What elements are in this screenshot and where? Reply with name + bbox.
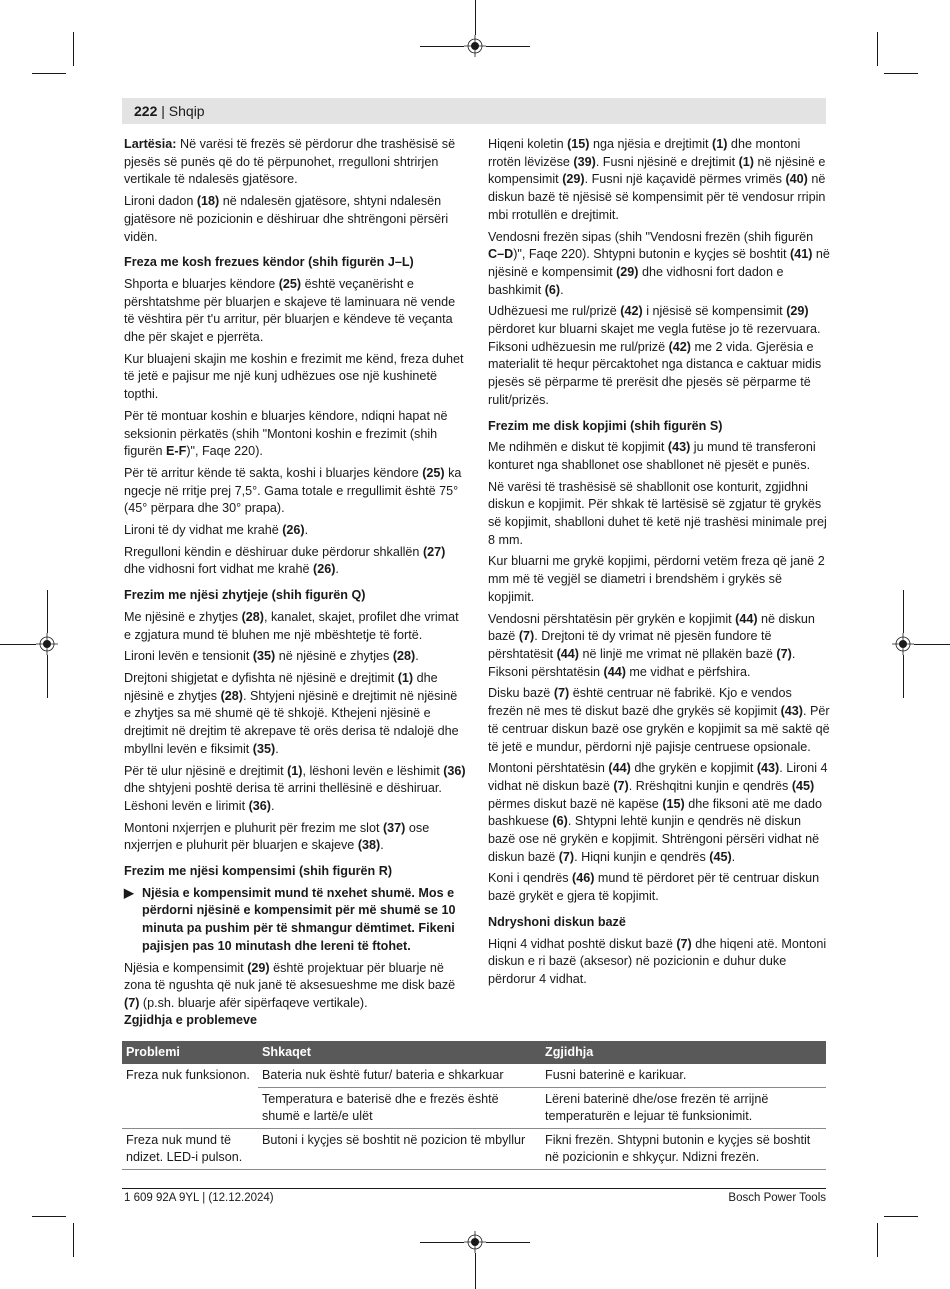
text: me 2 vida. Gjerësia e materialit të hequr përcaktohet nga distanca e caktuar midis pjesës së përparme të prerësit dhe pjesës së përparme të rulit/prizës. <box>488 339 822 407</box>
text: dhe montoni rrotën lëvizëse <box>488 137 801 169</box>
text: . Shtypni lehtë kunjin e qendrës në diskun bazë ose në grykën e kopjimit. Shtrëngoni përsëri vidhat në diskun bazë <box>488 814 820 864</box>
ref-number: (44) <box>608 761 631 776</box>
text: është projektuar për bluarje në zona të ngushta që nuk janë të aksesueshme me disk bazë <box>124 960 456 993</box>
text: Rregulloni këndin e dëshiruar duke përdorur shkallën <box>124 544 423 559</box>
page-header <box>122 98 826 124</box>
ref-number: (7) <box>676 936 692 951</box>
text: dhe grykën e kopjimit <box>630 761 757 776</box>
ref-number: (46) <box>572 871 595 886</box>
text: është veçanërisht e përshtatshme për bluarjen e skajeve të laminuara në vende të vështira për t'u arritur, për bluarjen e këndeve të veçanta dhe për skajet e pjerrëta. <box>124 276 456 345</box>
ref-number: (45) <box>791 778 815 793</box>
solution-cell: Lëreni baterinë dhe/ose frezën të arrijnë temperaturën e lejuar të funksionimit. <box>541 1088 826 1129</box>
paragraph: Në varësi të trashësisë së shabllonit ose konturit, zgjidhni diskun e kopjimit. Për shkak të lartësisë së zgjatur të grykës së kopjimit, shablloni duhet të ketë një trashësi minimale prej 8 mm. <box>488 479 827 547</box>
text: . Lironi 4 vidhat në diskun bazë <box>488 761 828 793</box>
text: . <box>731 849 736 864</box>
ref-number: (26) <box>282 523 305 538</box>
crop-mark <box>73 32 74 66</box>
ref-number: (43) <box>756 761 780 776</box>
text: . Rrëshqitni kunjin e qendrës <box>628 778 792 793</box>
ref-number: (15) <box>662 796 685 811</box>
text: . <box>271 798 275 813</box>
section-heading: Frezim me njësi zhytjeje (shih figurën Q) <box>124 588 366 603</box>
paragraph: Kur bluarni me grykë kopjimi, përdorni vetëm freza që janë 2 mm më të vegjël se diametri i brendshëm i grykës së kopjimit. <box>488 554 825 604</box>
text: Me njësinë e zhytjes <box>124 609 242 624</box>
text: Në varësi të frezës së përdorur dhe trashësisë së pjesës së punës që do të përpunohet, rregulloni shtrirjen vertikale të ndalesës gjatësore. <box>124 137 456 187</box>
text: Lironi të dy vidhat me krahë <box>124 523 283 538</box>
paragraph <box>488 760 830 866</box>
registration-line <box>475 1253 476 1289</box>
paragraph <box>124 544 466 579</box>
ref-number: (6) <box>544 282 561 297</box>
text: . <box>335 562 339 577</box>
ref-number: (39) <box>573 154 596 169</box>
text: . Fiksoni përshtatësin <box>488 646 796 679</box>
paragraph <box>488 136 830 225</box>
ref-number: (29) <box>616 264 639 279</box>
ref-number: (42) <box>668 339 691 354</box>
text: Me ndihmën e diskut të kopjimit <box>488 440 668 455</box>
section-heading: Frezim me disk kopjimi (shih figurën S) <box>488 418 723 433</box>
ref-number: (1) <box>397 670 414 685</box>
ref-number: (36) <box>443 763 466 778</box>
crop-mark <box>877 1223 878 1257</box>
text: Montoni përshtatësin <box>488 761 609 776</box>
ref-number: (7) <box>776 646 792 661</box>
registration-line <box>903 655 904 698</box>
registration-line <box>903 590 904 633</box>
text: dhe hiqeni atë. Montoni diskun e ri bazë (aksesor) në pozicionin e duhur duke përdorur 4 vidhat. <box>488 936 827 986</box>
problem-cell: Freza nuk mund të ndizet. LED-i pulson. <box>122 1129 258 1170</box>
text: mund të përdoret për të centruar diskun bazë grykët e gjera të kopjimit. <box>488 871 820 904</box>
registration-line <box>486 46 530 47</box>
text: përmes diskut bazë në kapëse <box>488 796 663 811</box>
ref-number: (7) <box>518 629 535 644</box>
registration-mark-icon <box>464 1231 486 1253</box>
ref-number: (1) <box>712 137 728 151</box>
text: përdoret kur bluarni skajet me vegla futëse jo të rezervuara. Fiksoni udhëzuesin me rul/prizë <box>488 322 821 354</box>
ref-number: (42) <box>620 304 643 319</box>
text: në diskun bazë të njësisë së kompensimit për të vendosur rripin mbi rrotullën e drejtimit. <box>488 172 826 222</box>
table-title: Zgjidhja e problemeve <box>124 1013 257 1027</box>
text: Për të ulur njësinë e drejtimit <box>124 763 288 778</box>
ref-number: (36) <box>248 798 272 813</box>
text: Disku bazë <box>488 686 554 701</box>
crop-mark <box>884 1216 918 1217</box>
paragraph <box>488 870 830 905</box>
text: , lëshoni levën e lëshimit <box>302 763 444 778</box>
page-number-label <box>134 103 205 119</box>
ref-number: (41) <box>790 247 813 262</box>
ref-number: (29) <box>562 172 585 187</box>
ref-number: (35) <box>252 649 276 664</box>
text: dhe njësinë e zhytjes <box>124 670 438 703</box>
ref-number: (1) <box>287 763 303 778</box>
solution-cell: Fikni frezën. Shtypni butonin e kyçjes së boshtit në pozicionin e shkyçur. Ndizni frezën. <box>541 1129 826 1170</box>
text: në ndalesën gjatësore, shtyni ndalesën gjatësore në pozicionin e dëshiruar dhe shtrëngoni përsëri vidën. <box>124 194 449 244</box>
paragraph <box>124 763 466 816</box>
text: dhe shtyjeni poshtë derisa të arrini thellësinë e dëshiruar. Lëshoni levën e lirimit <box>124 781 442 813</box>
paragraph <box>488 936 830 989</box>
paragraph <box>124 465 466 518</box>
ref-number: (38) <box>357 838 381 853</box>
section-heading: Freza me kosh frezues këndor (shih figurën J–L) <box>124 255 414 270</box>
registration-line <box>475 0 476 35</box>
text: Hiqni 4 vidhat poshtë diskut bazë <box>488 936 677 951</box>
ref-number: (15) <box>567 137 590 151</box>
paragraph <box>488 611 830 682</box>
paragraph <box>488 303 830 409</box>
ref-number: (1) <box>738 154 755 169</box>
text: në diskun bazë <box>488 611 815 644</box>
paragraph: Kur bluajeni skajin me koshin e frezimit me kënd, freza duhet të jetë e pajisur me një kunj udhëzues ose një kushinetë topthi. <box>124 351 464 402</box>
text: dhe vidhosni fort vidhat me krahë <box>124 562 314 577</box>
registration-line <box>0 644 36 645</box>
text: dhe vidhosni fort dadon e bashkimit <box>488 264 784 297</box>
footer-doc-id: 1 609 92A 9YL | (12.12.2024) <box>124 1192 274 1204</box>
ref-number: (7) <box>124 995 140 1010</box>
ref-number: (18) <box>196 194 220 209</box>
ref-number: (28) <box>392 649 416 664</box>
text: )", Faqe 220). Shtypni butonin e kyçjes së boshtit <box>513 247 790 262</box>
ref-number: (27) <box>422 544 446 559</box>
ref-number: (44) <box>603 664 626 679</box>
registration-line <box>420 46 464 47</box>
text: )", Faqe 220). <box>186 444 263 459</box>
text: Për të montuar koshin e bluarjes këndore, ndiqni hapat në seksionin përkatës (shih "Montoni koshin e frezimit (shih figurën <box>124 408 448 459</box>
text: Hiqeni koletin <box>488 137 568 151</box>
ref-number: (29) <box>786 304 809 319</box>
registration-line <box>486 1242 530 1243</box>
paragraph <box>124 670 466 759</box>
crop-mark <box>884 73 918 74</box>
ref-number: (28) <box>220 688 244 703</box>
troubleshooting-table <box>122 1041 826 1170</box>
paragraph <box>124 408 466 461</box>
registration-line <box>47 655 48 698</box>
column-header: Problemi <box>122 1041 258 1064</box>
section-heading: Frezim me njësi kompensimi (shih figurën R) <box>124 864 393 879</box>
text: është centruar në fabrikë. Kjo e vendos frezën në mes të diskut bazë dhe grykës së kopjimit <box>488 686 792 719</box>
paragraph <box>124 648 466 666</box>
column-header: Shkaqet <box>258 1041 541 1064</box>
text: dhe fiksoni atë me dado bashkuese <box>488 796 822 829</box>
registration-mark-icon <box>464 35 486 57</box>
ref-number: (7) <box>558 849 575 864</box>
paragraph <box>488 229 830 300</box>
ref-number: (40) <box>785 172 808 187</box>
text: Shporta e bluarjes këndore <box>124 276 279 291</box>
text: Vendosni përshtatësin për grykën e kopjimit <box>488 611 736 626</box>
text: . <box>380 838 384 853</box>
crop-mark <box>32 1216 66 1217</box>
text: Për të arritur kënde të sakta, koshi i bluarjes këndore <box>124 465 423 480</box>
text: në linjë me vrimat në pllakën bazë <box>579 646 777 661</box>
registration-mark-icon <box>36 633 58 655</box>
ref-number: (35) <box>252 741 276 756</box>
footer-rule <box>122 1188 826 1189</box>
text: . <box>415 649 419 664</box>
text: i njësisë së kompensimit <box>642 304 787 319</box>
text: . Shtyjeni njësinë e drejtimit në njësinë e zhytjes sa më shumë që të shkojë. Kthejeni njësinë e drejtimit në drejtim të akrepave të orës derisa të ndalojë dhe mbyllni levën e fiksimit <box>124 688 459 756</box>
ref-number: (28) <box>241 609 265 624</box>
ref-number: (43) <box>780 704 804 719</box>
text: . Fusni një kaçavidë përmes vrimës <box>584 172 786 187</box>
text: Montoni nxjerrjen e pluhurit për frezim me slot <box>124 820 383 835</box>
paragraph <box>124 960 466 1013</box>
text: ose nxjerrjen e pluhurit për bluarjen e skajeve <box>124 820 430 853</box>
text: nga njësia e drejtimit <box>589 137 713 151</box>
ref-number: (37) <box>382 820 406 835</box>
figure-ref: C–D <box>488 247 514 262</box>
text: Drejtoni shigjetat e dyfishta në njësinë e drejtimit <box>124 670 398 685</box>
ref-number: (44) <box>556 646 580 661</box>
ref-number: (6) <box>552 814 568 829</box>
ref-number: (7) <box>553 686 570 701</box>
registration-mark-icon <box>892 633 914 655</box>
cause-cell: Temperatura e baterisë dhe e frezës është shumë e lartë/e ulët <box>258 1088 541 1129</box>
paragraph <box>488 439 830 474</box>
text: ju mund të transferoni konturet nga shabllonet ose shabllonet në pjesët e punës. <box>488 440 816 472</box>
text: ka ngecje në rritje prej 7,5°. Gama totale e rregullimit është 75° (45° përpara dhe 30° prapa). <box>124 465 462 516</box>
text: me vidhat e përfshira. <box>625 664 751 679</box>
header-separator: | <box>161 103 165 119</box>
paragraph <box>124 276 466 347</box>
crop-mark <box>73 1223 74 1257</box>
ref-number: (44) <box>735 611 758 626</box>
crop-mark <box>32 73 66 74</box>
text: . Hiqni kunjin e qendrës <box>574 849 710 864</box>
text: Lironi dadon <box>124 194 197 209</box>
ref-number: (45) <box>709 849 732 864</box>
page-number: 222 <box>134 103 158 119</box>
problem-cell: Freza nuk funksionon. <box>122 1064 258 1129</box>
term-label: Lartësia: <box>124 137 177 151</box>
ref-number: (29) <box>247 960 270 975</box>
text: . Për të centruar diskun bazë ose grykën e kopjimit sa më saktë që të jetë e mundur, përdorni një pajisje centruese opsionale. <box>488 704 830 754</box>
paragraph <box>124 820 466 855</box>
table-row <box>122 1129 826 1170</box>
warning-arrow-icon: ▶ <box>124 885 134 900</box>
figure-ref: E-F <box>166 444 187 459</box>
text: Vendosni frezën sipas (shih "Vendosni frezën (shih figurën <box>488 229 814 244</box>
cause-cell: Butoni i kyçjes së boshtit në pozicion të mbyllur <box>258 1129 541 1170</box>
left-column <box>124 136 466 1017</box>
text: në njësinë e kompensimit <box>488 247 830 279</box>
registration-line <box>914 644 950 645</box>
text: Njësia e kompensimit <box>124 960 248 975</box>
text: . Fusni njësinë e drejtimit <box>595 154 739 169</box>
crop-mark <box>877 32 878 66</box>
text: Koni i qendrës <box>488 871 573 886</box>
ref-number: (7) <box>613 778 629 793</box>
paragraph <box>124 136 466 189</box>
text: . <box>560 282 564 297</box>
text: Udhëzuesi me rul/prizë <box>488 304 621 319</box>
ref-number: (26) <box>313 562 336 577</box>
paragraph <box>124 522 466 540</box>
paragraph <box>124 609 466 644</box>
warning-note <box>124 885 466 956</box>
footer-brand: Bosch Power Tools <box>728 1192 826 1204</box>
paragraph <box>488 685 830 756</box>
table-header-row <box>122 1041 826 1064</box>
text: . <box>275 741 279 756</box>
text: në njësinë e kompensimit <box>488 154 826 187</box>
text: Lironi levën e tensionit <box>124 649 253 664</box>
text: , kanalet, skajet, profilet dhe vrimat e zgjatura mund të bluhen me një mbështetje të fortë. <box>124 609 459 642</box>
ref-number: (25) <box>422 465 445 480</box>
column-header: Zgjidhja <box>541 1041 826 1064</box>
text: . <box>304 523 309 538</box>
text: . Drejtoni të dy vrimat në pjesën fundore të përshtatësit <box>488 629 772 661</box>
registration-line <box>420 1242 464 1243</box>
solution-cell: Fusni baterinë e karikuar. <box>541 1064 826 1088</box>
text: (p.sh. bluarje afër sipërfaqeve vertikale). <box>139 995 368 1010</box>
right-column <box>488 136 830 993</box>
registration-line <box>47 590 48 633</box>
text: në njësinë e zhytjes <box>275 649 393 664</box>
paragraph <box>124 193 466 246</box>
ref-number: (25) <box>278 276 302 291</box>
section-heading: Ndryshoni diskun bazë <box>488 914 626 929</box>
warning-text: Njësia e kompensimit mund të nxehet shumë. Mos e përdorni njësinë e kompensimit për më shumë se 10 minuta pa pushim për të shmangur dëmtimet. Fikeni pajisjen pas 10 minutash dhe lereni të ftohet. <box>142 885 456 953</box>
ref-number: (43) <box>667 440 691 455</box>
table-row <box>122 1064 826 1088</box>
header-language: Shqip <box>168 103 205 119</box>
cause-cell: Bateria nuk është futur/ bateria e shkarkuar <box>258 1064 541 1088</box>
